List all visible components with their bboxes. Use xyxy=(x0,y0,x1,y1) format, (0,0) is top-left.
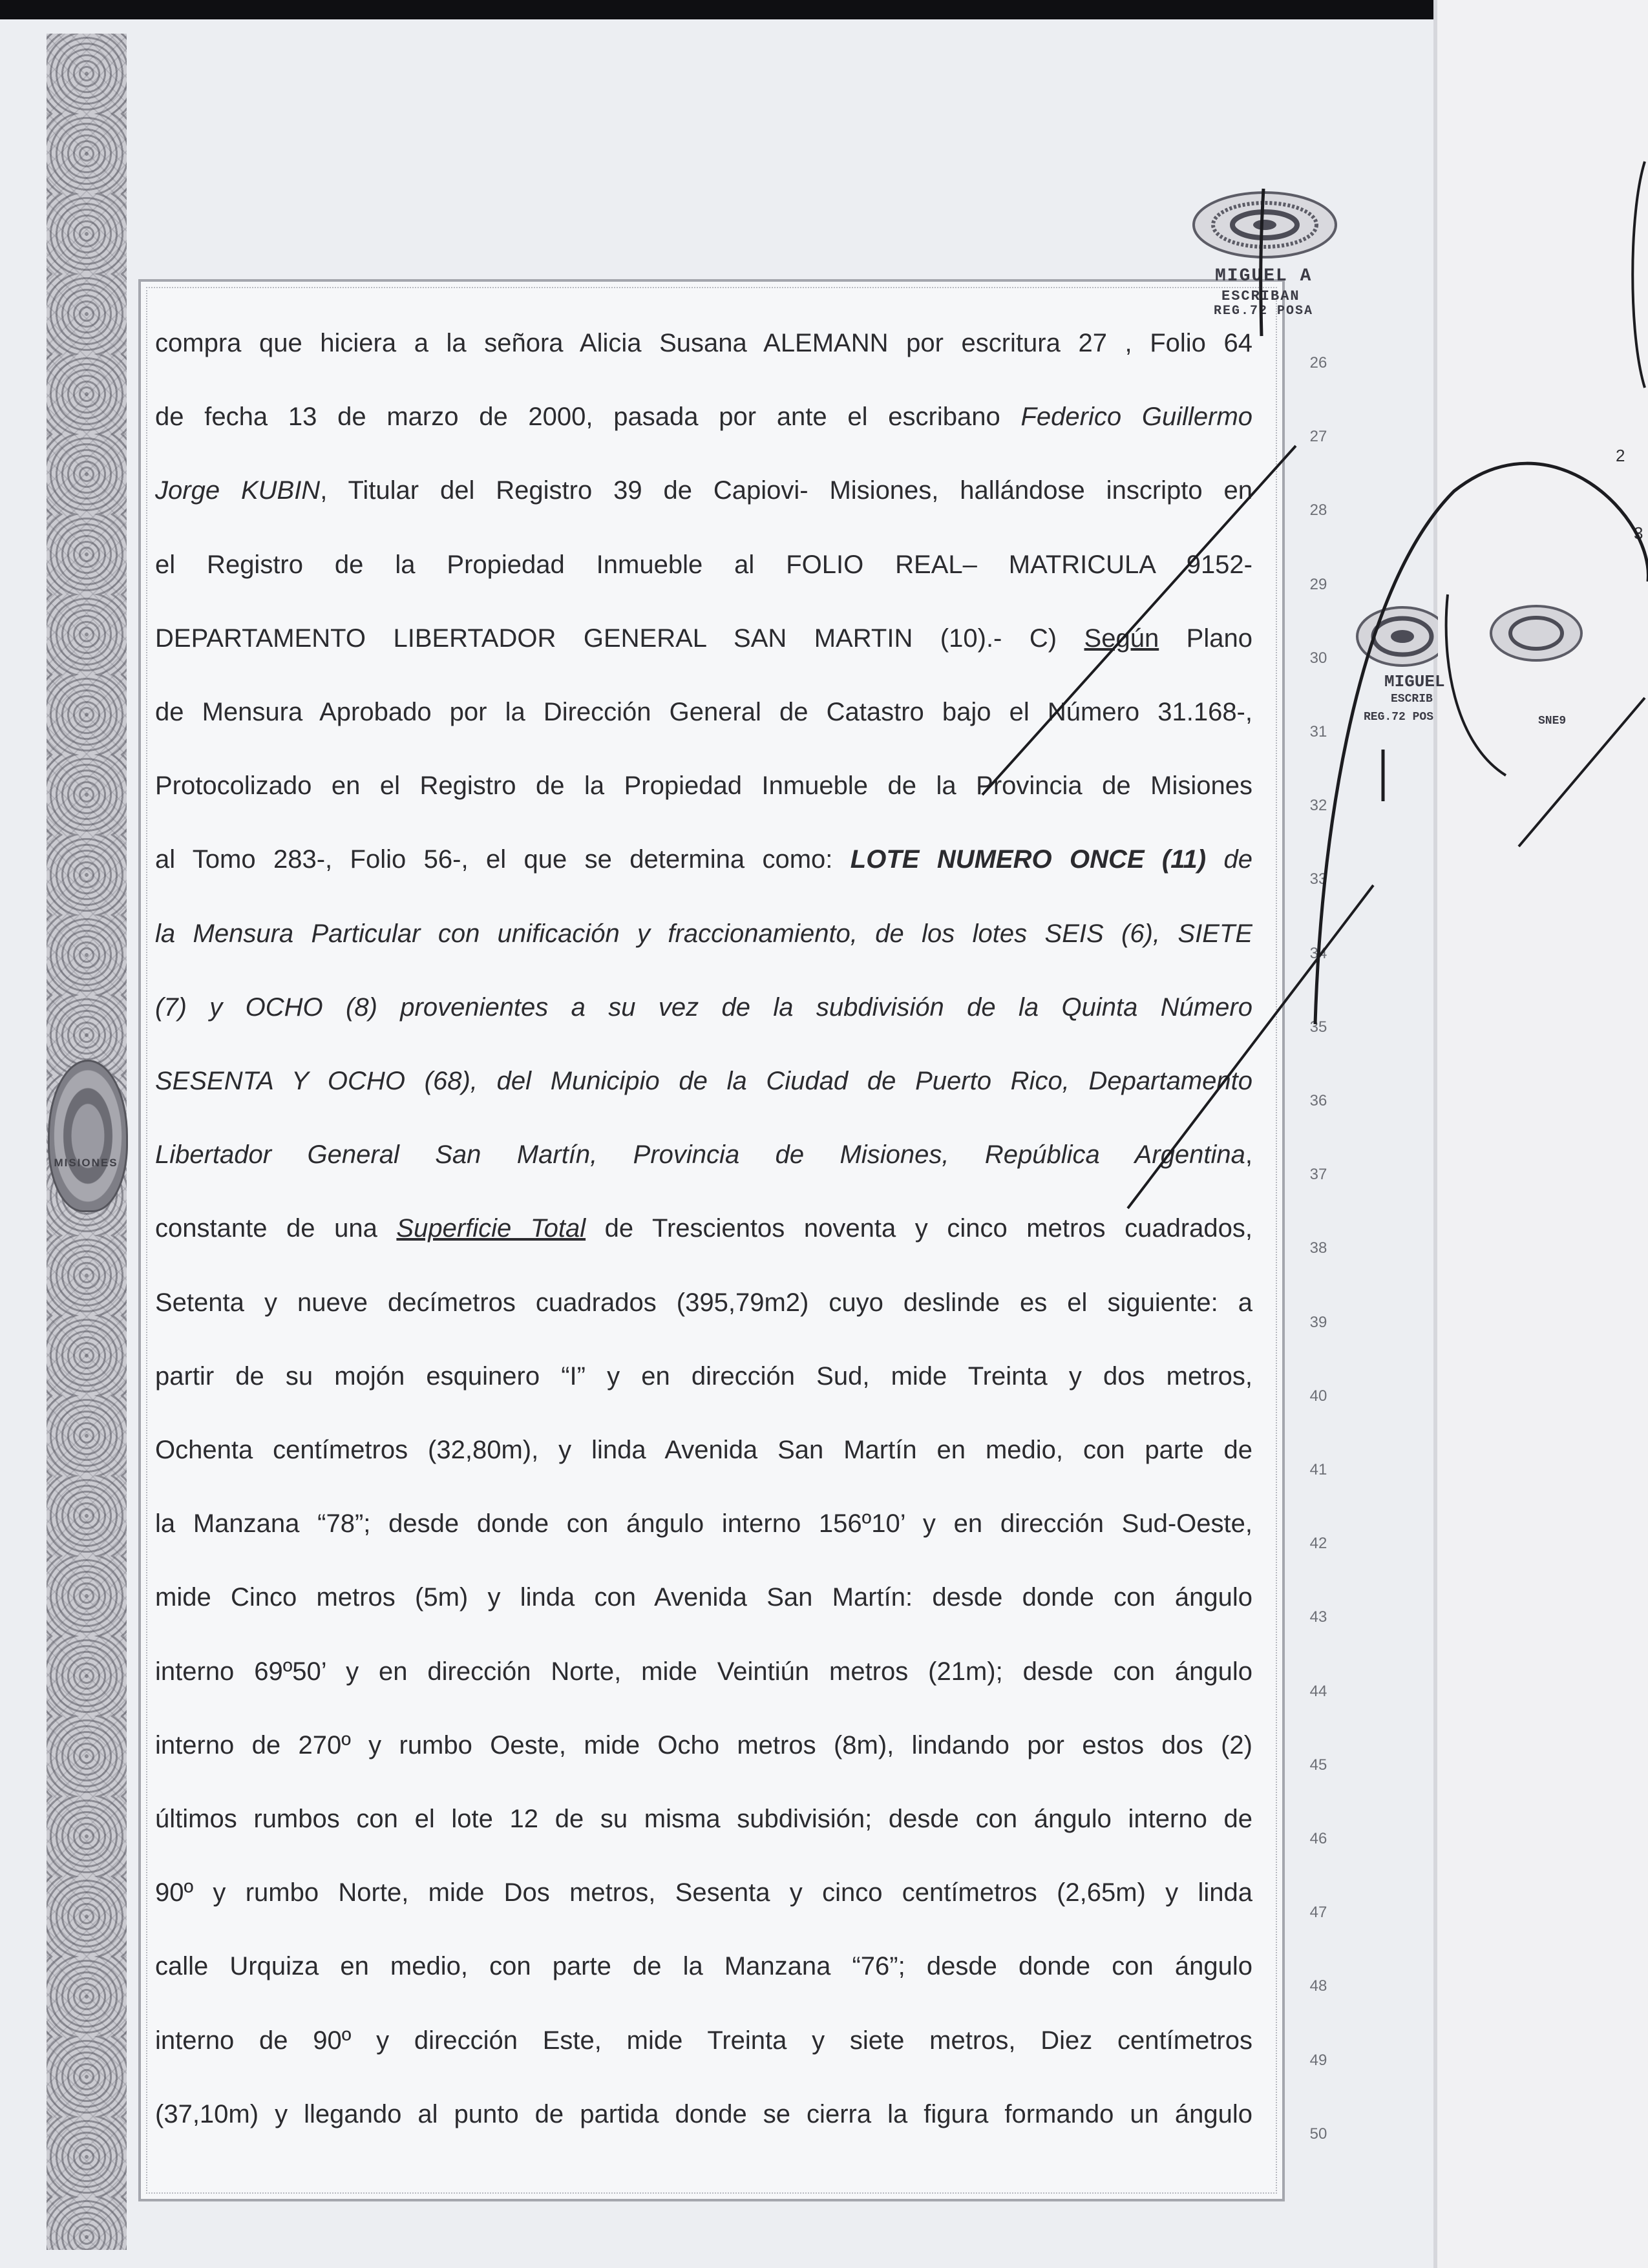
text-segment-bold: LOTE NUMERO ONCE (11) xyxy=(850,845,1207,874)
text-segment: , Titular del Registro 39 de Capiovi- Misiones, hallándose inscripto en xyxy=(320,476,1252,505)
line-number: 37 xyxy=(1309,1166,1327,1184)
line-number: 26 xyxy=(1309,354,1327,372)
line-number: 42 xyxy=(1309,1535,1327,1553)
line-number: 50 xyxy=(1309,2125,1327,2143)
line-number: 35 xyxy=(1309,1018,1327,1036)
line-number: 29 xyxy=(1309,575,1327,593)
text-segment: interno 69º50’ y en dirección Norte, mide Veintiún metros (21m); desde con ángulo xyxy=(155,1657,1252,1686)
text-line xyxy=(155,306,1252,380)
text-line xyxy=(155,1929,1252,2003)
scan-top-edge xyxy=(0,0,1433,19)
text-line xyxy=(155,2004,1252,2077)
line-number: 38 xyxy=(1309,1239,1327,1257)
line-number: 33 xyxy=(1309,870,1327,888)
text-line xyxy=(155,1266,1252,1339)
seal-registry: REG.72 POSA xyxy=(1214,304,1314,319)
text-segment: Ochenta centímetros (32,80m), y linda Avenida San Martín en medio, con parte de xyxy=(155,1436,1252,1464)
text-segment: de fecha 13 de marzo de 2000, pasada por ante el escribano xyxy=(155,403,1021,432)
text-line xyxy=(155,1708,1252,1782)
text-segment: Protocolizado en el Registro de la Propiedad Inmueble de la Provincia de Misiones xyxy=(155,772,1252,801)
text-segment: de Mensura Aprobado por la Dirección General de Catastro bajo el Número 31.168-, xyxy=(155,698,1252,726)
text-segment: partir de su mojón esquinero “I” y en dirección Sud, mide Treinta y dos metros, xyxy=(155,1361,1252,1391)
line-number: 34 xyxy=(1309,944,1327,962)
text-segment: el Registro de la Propiedad Inmueble al FOLIO REAL– MATRICULA 9152- xyxy=(155,550,1252,579)
line-number: 36 xyxy=(1309,1092,1327,1109)
text-segment: de xyxy=(1206,845,1252,874)
text-segment: interno de 270º y rumbo Oeste, mide Ocho metros (8m), lindando por estos dos (2) xyxy=(155,1730,1252,1759)
text-line xyxy=(155,602,1252,675)
text-line xyxy=(155,897,1252,971)
province-crest-icon xyxy=(48,1060,128,1212)
text-line xyxy=(155,823,1252,896)
line-number: 27 xyxy=(1309,428,1327,446)
line-number: 45 xyxy=(1309,1756,1327,1774)
text-line xyxy=(155,1782,1252,1856)
text-segment: interno de 90º y dirección Este, mide Treinta y siete metros, Diez centímetros xyxy=(155,2026,1252,2055)
adjacent-page-fragment: 3 xyxy=(1634,523,1643,543)
text-segment: 90º y rumbo Norte, mide Dos metros, Sesenta y cinco centímetros (2,65m) y linda xyxy=(155,1878,1252,1907)
text-line xyxy=(155,454,1252,527)
text-segment: , xyxy=(1245,1140,1252,1170)
line-number: 30 xyxy=(1309,649,1327,667)
crest-label: MISIONES xyxy=(54,1157,118,1169)
text-line xyxy=(155,1044,1252,1118)
text-line xyxy=(155,1560,1252,1634)
text-line xyxy=(155,1856,1252,1929)
text-segment: de Trescientos noventa y cinco metros cuadrados, xyxy=(586,1214,1252,1243)
line-number: 44 xyxy=(1309,1682,1327,1700)
line-number: 41 xyxy=(1309,1461,1327,1478)
margin-seal-partial-icon xyxy=(1488,601,1585,672)
text-segment: Jorge KUBIN xyxy=(155,476,321,505)
text-line xyxy=(155,749,1252,823)
text-segment: DEPARTAMENTO LIBERTADOR GENERAL SAN MARTIN (10).- C) xyxy=(155,624,1084,653)
seal-name: MIGUEL A xyxy=(1215,266,1313,286)
text-line xyxy=(155,971,1252,1044)
line-number: 48 xyxy=(1309,1977,1327,1995)
text-segment: la Manzana “78”; desde donde con ángulo interno 156º10’ y en dirección Sud-Oeste, xyxy=(155,1509,1252,1538)
line-number: 39 xyxy=(1309,1313,1327,1331)
margin-seal-name: MIGUEL xyxy=(1384,672,1445,691)
text-line xyxy=(155,1635,1252,1708)
text-segment: (7) y OCHO (8) provenientes a su vez de la subdivisión de la Quinta Número xyxy=(155,992,1252,1022)
adjacent-page xyxy=(1433,0,1648,2268)
notary-seal-icon xyxy=(1188,189,1342,261)
line-number: 32 xyxy=(1309,797,1327,815)
text-segment: (37,10m) y llegando al punto de partida donde se cierra la figura formando un ángulo xyxy=(155,2099,1252,2128)
text-segment: Según xyxy=(1084,624,1159,653)
line-number: 31 xyxy=(1309,723,1327,740)
seal-role: ESCRIBAN xyxy=(1221,288,1300,304)
text-segment: mide Cinco metros (5m) y linda con Avenida San Martín: desde donde con ángulo xyxy=(155,1583,1252,1612)
text-line xyxy=(155,2077,1252,2151)
line-number: 46 xyxy=(1309,1830,1327,1847)
text-segment: Plano xyxy=(1159,624,1252,653)
text-segment: al Tomo 283-, Folio 56-, el que se determina como: xyxy=(155,845,850,874)
line-number: 47 xyxy=(1309,1904,1327,1922)
text-segment: SESENTA Y OCHO (68), del Municipio de la Ciudad de Puerto Rico, Departamento xyxy=(155,1067,1252,1095)
text-segment: Setenta y nueve decímetros cuadrados (395,79m2) cuyo deslinde es el siguiente: a xyxy=(155,1288,1252,1317)
line-number: 49 xyxy=(1309,2051,1327,2069)
text-segment: compra que hiciera a la señora Alicia Susana ALEMANN por escritura 27 , Folio 64 xyxy=(155,329,1252,357)
text-line xyxy=(155,675,1252,749)
margin-seal-fragment: SNE9 xyxy=(1538,715,1567,728)
text-segment: últimos rumbos con el lote 12 de su misma subdivisión; desde con ángulo interno de xyxy=(155,1805,1252,1833)
text-segment: Libertador General San Martín, Provincia de Misiones, República Argentina xyxy=(155,1140,1245,1170)
text-line xyxy=(155,528,1252,602)
text-segment: constante de una xyxy=(155,1214,397,1243)
text-segment: Federico Guillermo xyxy=(1020,403,1252,432)
text-line xyxy=(155,380,1252,454)
line-number: 40 xyxy=(1309,1387,1327,1405)
text-segment: Superficie Total xyxy=(396,1214,586,1243)
text-line xyxy=(155,1118,1252,1192)
adjacent-page-fragment: 2 xyxy=(1616,446,1625,465)
margin-seal-registry: REG.72 POS xyxy=(1364,711,1434,724)
text-segment xyxy=(850,845,1206,874)
line-number: 43 xyxy=(1309,1608,1327,1626)
text-line xyxy=(155,1339,1252,1413)
text-line xyxy=(155,1487,1252,1560)
line-number: 28 xyxy=(1309,501,1327,520)
text-line xyxy=(155,1192,1252,1265)
text-segment: la Mensura Particular con unificación y fraccionamiento, de los lotes SEIS (6), SIETE xyxy=(155,919,1252,948)
text-segment: calle Urquiza en medio, con parte de la Manzana “76”; desde donde con ángulo xyxy=(155,1952,1252,1981)
text-line xyxy=(155,1413,1252,1487)
margin-seal-role: ESCRIB xyxy=(1391,693,1433,706)
